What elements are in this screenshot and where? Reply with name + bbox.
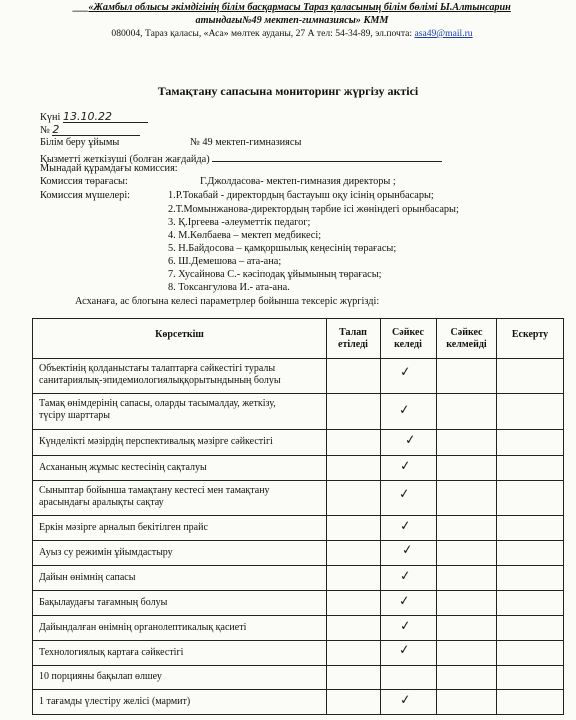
row-text-line: 1 тағамды үлестіру желісі (мармит): [39, 696, 191, 707]
table-row: [39, 436, 329, 448]
supplier-field: [212, 150, 442, 162]
member-item: 1.Р.Токабай - директордың бастауыш оқу ісінің орынбасары;: [168, 190, 434, 201]
checkmark: ✓: [399, 518, 412, 535]
table-row: [39, 522, 329, 534]
number-field: [52, 124, 140, 136]
column-divider: [496, 319, 497, 714]
row-text-line: Асхананың жұмыс кестесінің сақталуы: [39, 462, 207, 473]
row-divider: [33, 455, 563, 456]
header-indicator: Көрсеткіш: [155, 329, 204, 340]
header-line-1: [22, 1, 562, 14]
table-row: [39, 622, 329, 634]
column-divider: [436, 319, 437, 714]
row-text-line: Ауыз су режимін ұйымдастыру: [39, 547, 173, 558]
header-lead: ___: [73, 2, 89, 13]
inspection-intro: Асханаға, ас блогына келесі параметрлер бойынша тексеріс жүргізді:: [75, 296, 380, 307]
header-matches: Сәйкес келеді: [392, 327, 424, 350]
member-item: 5. Н.Байдосова – қамқоршылық кеңесінің төрағасы;: [168, 243, 397, 254]
row-divider: [33, 480, 563, 481]
table-row: [39, 462, 329, 474]
column-divider: [380, 319, 381, 714]
checkmark: ✓: [399, 364, 412, 381]
checkmark: ✓: [399, 618, 412, 635]
date-label: Күні: [40, 112, 61, 123]
member-item: 6. Ш.Демешова – ата-ана;: [168, 256, 282, 267]
supplier-label: Қызметті жеткізуші (болған жағдайда): [40, 154, 210, 165]
table-row: [39, 647, 329, 659]
row-text-line: 10 порцияны бақылап өлшеу: [39, 671, 162, 682]
row-text-line: Еркін мәзірге арналып бекітілген прайс: [39, 522, 208, 533]
org-label: Білім беру ұйымы: [40, 137, 120, 148]
member-item: 3. Қ.Іргеева -әлеуметтік педагог;: [168, 217, 311, 228]
row-text-line: санитариялық-эпидемиологиялыққорытындының болуы: [39, 375, 281, 386]
table-row: [39, 485, 329, 509]
number-label: №: [40, 125, 50, 136]
header-not-matches: Сәйкес келмейді: [446, 327, 487, 350]
header-line-2: атындағы№49 мектеп-гимназиясы» КММ: [195, 15, 389, 26]
checkmark: ✓: [399, 458, 412, 475]
row-divider: [33, 515, 563, 516]
number-line: [40, 124, 140, 137]
document-title: Тамақтану сапасына мониторинг жүргізу актісі: [157, 84, 419, 98]
row-divider: [33, 429, 563, 430]
org-line: [40, 137, 302, 149]
table-row: [39, 671, 329, 683]
header-note: Ескерту: [511, 329, 549, 340]
checkmark: ✓: [398, 593, 411, 610]
table-row: [39, 597, 329, 609]
row-divider: [33, 540, 563, 541]
table-row: [39, 363, 329, 387]
member-item: 8. Токсангулова И.- ата-ана.: [168, 282, 290, 293]
checkmark: ✓: [404, 432, 417, 449]
monitoring-table: [32, 318, 564, 715]
checkmark: ✓: [398, 642, 411, 659]
header-address: [22, 28, 562, 40]
row-divider: [33, 358, 563, 359]
row-text-line: арасындағы аралықты сақтау: [39, 497, 164, 508]
member-item: 7. Хусайнова С.- кәсіподақ ұйымының төрағасы;: [168, 269, 382, 280]
row-text-line: Объектінің қолданыстағы талаптарға сәйкестігі туралы: [39, 363, 276, 374]
checkmark: ✓: [398, 486, 411, 503]
row-divider: [33, 640, 563, 641]
table-row: [39, 398, 329, 422]
row-text-line: Тамақ өнімдерінің сапасы, оларды тасымалдау, жеткізу,: [39, 398, 276, 409]
row-divider: [33, 565, 563, 566]
row-text-line: Сыныптар бойынша тамақтану кестесі мен тамақтану: [39, 485, 270, 496]
row-text-line: түсіру шарттары: [39, 410, 110, 421]
row-text-line: Күнделікті мәзірдің перспективалық мәзірге сәйкестігі: [39, 436, 273, 447]
row-divider: [33, 590, 563, 591]
checkmark: ✓: [401, 542, 414, 559]
date-field: [63, 111, 148, 123]
checkmark: ✓: [399, 692, 412, 709]
table-row: [39, 547, 329, 559]
date-value: 13.10.22: [62, 110, 112, 123]
header-required: Талап етіледі: [338, 327, 368, 350]
row-text-line: Дайындалған өнімнің органолептикалық қасиеті: [39, 622, 247, 633]
checkmark: ✓: [398, 402, 411, 419]
member-item: 2.Т.Момынжанова-директордың тәрбие ісі жөніндегі орынбасары;: [168, 204, 459, 215]
header-organization: «Жамбыл облысы әкімдігінің білім басқармасы Тараз қаласының білім бөлімі Ы.Алтынсарин: [88, 2, 511, 13]
member-item: 4. М.Көлбаева – мектеп медбикесі;: [168, 230, 322, 241]
members-label: Комиссия мүшелері:: [40, 190, 131, 201]
commission-intro: Мынадай құрамдағы комиссия:: [40, 163, 178, 174]
header-email-link[interactable]: asa49@mail.ru: [414, 28, 473, 39]
org-value: № 49 мектеп-гимназиясы: [190, 137, 302, 148]
header-address-text: 080004, Тараз қаласы, «Аса» мөлтек ауданы, 27 А тел: 54-34-89, эл.почта:: [111, 28, 413, 39]
table-row: [39, 696, 329, 708]
row-divider: [33, 615, 563, 616]
table-row: [39, 572, 329, 584]
row-divider: [33, 393, 563, 394]
checkmark: ✓: [399, 568, 412, 585]
row-text-line: Технологиялық картаға сәйкестігі: [39, 647, 184, 658]
number-value: 2: [52, 123, 60, 136]
chair-label: Комиссия төрағасы:: [40, 176, 128, 187]
row-divider: [33, 665, 563, 666]
row-text-line: Бақылаудағы тағамның болуы: [39, 597, 168, 608]
row-text-line: Дайын өнімнің сапасы: [39, 572, 136, 583]
chair-value: Г.Джолдасова- мектеп-гимназия директоры ;: [200, 176, 396, 187]
row-divider: [33, 689, 563, 690]
